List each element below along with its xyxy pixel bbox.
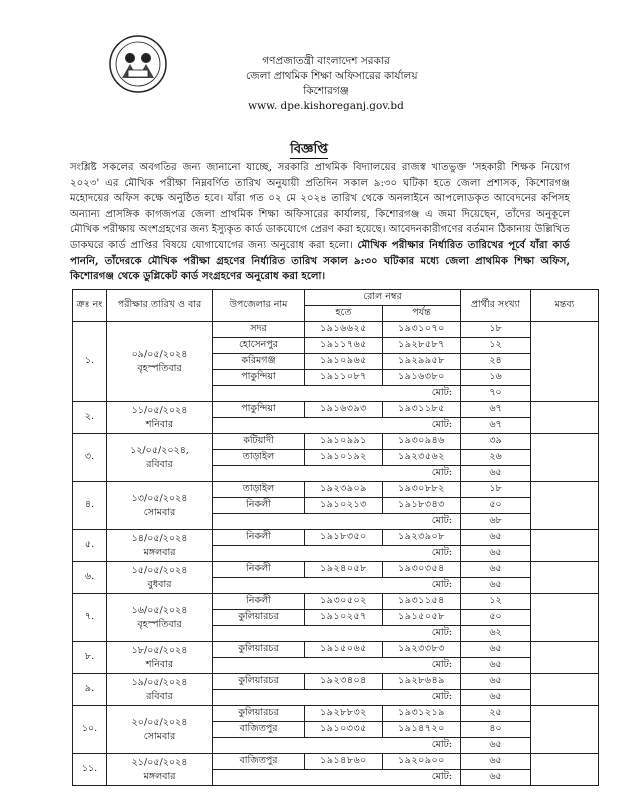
serial-cell: ৫. [73,530,107,562]
exam-date: ১১/০৫/২০২৪ [131,404,188,416]
total-label-cell: মোট: [213,578,461,594]
roll-from-cell: ১৯২৪০৫৮ [305,562,383,578]
roll-to-cell: ১৯১৪৭২০ [383,722,461,738]
table-row [73,754,599,770]
candidate-count-cell: ১২ [461,338,531,354]
candidate-count-cell: ১৮ [461,322,531,338]
exam-day: সোমবার [143,506,176,518]
roll-from-cell: ১৯১০৩৩৫ [305,722,383,738]
office-name: জেলা প্রাথমিক শিক্ষা অফিসারের কার্যালয় [246,70,418,82]
notice-body [70,160,570,285]
roll-to-cell: ১৯১৬৩৮০ [383,370,461,386]
header-upazila: উপজেলার নাম [213,290,305,322]
roll-to-cell: ১৯৩১১৫৪ [383,594,461,610]
total-label-cell: মোট: [213,770,461,786]
total-count-cell: ৬৫ [461,466,531,482]
candidate-count-cell: ৬৫ [461,754,531,770]
serial-cell: ৯. [73,674,107,706]
exam-date: ২০/০৫/২০২৪ [131,716,188,728]
website-link[interactable]: www. dpe.kishoreganj.gov.bd [248,100,404,112]
exam-day: বৃহস্পতিবার [137,362,182,374]
exam-date: ১৪/০৫/২০২৪ [131,532,188,544]
exam-date: ১৬/০৫/২০২৪ [131,604,188,616]
roll-to-cell: ১৯২৩৯০৮ [383,530,461,546]
upazila-cell: কটিয়াদী [213,434,305,450]
total-count-cell: ৬৫ [461,690,531,706]
exam-date: ২১/০৫/২০২৪ [131,756,188,768]
candidate-count-cell: ৩৯ [461,434,531,450]
upazila-cell: তাড়াইল [213,482,305,498]
exam-date-cell [107,530,213,562]
header-roll-to: পর্যন্ত [383,306,461,322]
candidate-count-cell: ১৬ [461,370,531,386]
candidate-count-cell: ১৮ [461,482,531,498]
notice-paragraph: সংশ্লিষ্ট সকলের অবগতির জন্য জানানো যাচ্ছে, সরকারি প্রাথমিক বিদ্যালয়ের রাজস্ব খাতভুক্ত 'সহকারী শিক্ষক নিয়োগ ২০২৩' এর মৌখিক পরীক্ষা নিম্নবর্ণিত তারিখ অনুযায়ী প্রতিদিন সকাল ৯:৩০ ঘটিকা হতে জেলা প্রশাসক, কিশোরগঞ্জ মহোদয়ের অফিস কক্ষে অনুষ্ঠিত হবে। যাঁরা গত ০২ মে ২০২৪ তারিখ থেকে অনলাইনে আপলোডকৃত আবেদনের কপিসহ অন্যান্য প্রাসঙ্গিক কাগজপত্র জেলা প্রাথমিক শিক্ষা অফিসারের কার্যালয়, কিশোরগঞ্জ এ জমা দিয়েছেন, তাঁদের অনুকূলে মৌখিক পরীক্ষায় অংশগ্রহণের জন্য ইস্যুকৃত কার্ড ডাকযোগে প্রেরণ করা হয়েছে। আবেদনকারীগণের বর্তমান ঠিকানায় উল্লিখিত ডাকঘরে কার্ড প্রাপ্তির বিষয়ে যোগাযোগের জন্য অনুরোধ করা হলো। [70,162,570,251]
candidate-count-cell: ৬৫ [461,674,531,690]
notice-title: বিজ্ঞপ্তি [290,142,328,157]
roll-from-cell: ১৯১৪৮৬০ [305,754,383,770]
candidate-count-cell: ৬৫ [461,642,531,658]
table-row [73,562,599,578]
upazila-cell: পাকুন্দিয়া [213,370,305,386]
upazila-cell: নিকলী [213,530,305,546]
letterhead [0,0,618,120]
upazila-cell: কুলিয়ারচর [213,610,305,626]
candidate-count-cell: ৬৭ [461,402,531,418]
roll-to-cell: ১৯২০৯০০ [383,754,461,770]
table-row [73,594,599,610]
remarks-cell [531,434,599,482]
header-remarks: মন্তব্য [531,290,599,322]
notice-bold-instruction: মৌখিক পরীক্ষার নির্ধারিত তারিখের পূর্বে যাঁরা কার্ড পাননি, তাঁদেরকে মৌখিক পরীক্ষা গ্রহণের নির্ধারিত তারিখ সকাল ৯:৩০ ঘটিকার মধ্যে জেলা প্রাথমিক শিক্ষা অফিস, কিশোরগঞ্জ থেকে ডুপ্লিকেট কার্ড সংগ্রহণের অনুরোধ করা হলো। [70,238,570,283]
remarks-cell [531,530,599,562]
roll-to-cell: ১৯১৫০৫৮ [383,610,461,626]
candidate-count-cell: ৬৫ [461,530,531,546]
total-count-cell: ৬৫ [461,546,531,562]
roll-to-cell: ১৯৩১০৭০ [383,322,461,338]
upazila-cell: বাজিতপুর [213,754,305,770]
roll-to-cell: ১৯২৯৯৫৮ [383,354,461,370]
table-row [73,322,599,338]
upazila-cell: নিকলী [213,562,305,578]
roll-from-cell: ১৯২৩৪০৪ [305,674,383,690]
serial-cell: ৪. [73,482,107,530]
total-count-cell: ৬৮ [461,514,531,530]
roll-from-cell: ১৯৩০৫০২ [305,594,383,610]
table-row [73,530,599,546]
exam-day: মঙ্গলবার [143,770,176,782]
primary-education-logo [108,34,168,94]
exam-date: ১৩/০৫/২০২৪ [131,492,188,504]
roll-from-cell: ১৯১০৯৬৫ [305,354,383,370]
upazila-cell: তাড়াইল [213,450,305,466]
candidate-count-cell: ৫০ [461,610,531,626]
total-count-cell: ৬৫ [461,770,531,786]
serial-cell: ৭. [73,594,107,642]
exam-schedule-table [72,289,599,786]
upazila-cell: নিকলী [213,498,305,514]
roll-to-cell: ১৯২৩৫৬২ [383,450,461,466]
remarks-cell [531,482,599,530]
roll-to-cell: ১৯২৮৫৮৭ [383,338,461,354]
remarks-cell [531,674,599,706]
roll-from-cell: ১৯২৩৯০৯ [305,482,383,498]
header-sl: ক্রঃ নং [73,290,107,322]
serial-cell: ৮. [73,642,107,674]
remarks-cell [531,562,599,594]
candidate-count-cell: ৫০ [461,498,531,514]
roll-from-cell: ১৯১৬৬২৫ [305,322,383,338]
exam-date-cell [107,754,213,786]
total-count-cell: ৬২ [461,626,531,642]
roll-from-cell: ১৯১৮৩৫০ [305,530,383,546]
exam-date: ০৯/০৫/২০২৪ [131,348,188,360]
exam-day: মঙ্গলবার [143,546,176,558]
govt-name: গণপ্রজাতন্ত্রী বাংলাদেশ সরকার [262,55,390,67]
exam-date: ১৫/০৫/২০২৪ [131,564,188,576]
upazila-cell: নিকলী [213,594,305,610]
table-row [73,482,599,498]
roll-from-cell: ১৯১৫০৬৫ [305,642,383,658]
candidate-count-cell: ২৪ [461,354,531,370]
total-count-cell: ৬৭ [461,418,531,434]
total-label-cell: মোট: [213,626,461,642]
upazila-cell: পাকুন্দিয়া [213,402,305,418]
roll-from-cell: ১৯১০৯৯১ [305,434,383,450]
total-label-cell: মোট: [213,466,461,482]
roll-to-cell: ১৯৩০৩৫৪ [383,562,461,578]
total-label-cell: মোট: [213,738,461,754]
exam-day: শনিবার [145,418,174,430]
roll-to-cell: ১৯৩১২১৯ [383,706,461,722]
exam-day: রবিবার [146,458,173,470]
exam-day: শনিবার [145,658,174,670]
table-row [73,706,599,722]
table-row [73,642,599,658]
exam-date-cell [107,482,213,530]
header-date: পরীক্ষার তারিখ ও বার [107,290,213,322]
table-row [73,434,599,450]
candidate-count-cell: ৪০ [461,722,531,738]
candidate-count-cell: ৬৫ [461,562,531,578]
upazila-cell: বাজিতপুর [213,722,305,738]
remarks-cell [531,754,599,786]
header-roll-from: হতে [305,306,383,322]
roll-from-cell: ১৯১০২১৩ [305,498,383,514]
total-label-cell: মোট: [213,514,461,530]
remarks-cell [531,594,599,642]
upazila-cell: হোসেনপুর [213,338,305,354]
serial-cell: ১১. [73,754,107,786]
upazila-cell: কুলিয়ারচর [213,674,305,690]
roll-to-cell: ১৯২৮৬৪৯ [383,674,461,690]
serial-cell: ১০. [73,706,107,754]
table-row [73,674,599,690]
header-roll: রোল নম্বর [305,290,461,306]
exam-day: সোমবার [143,730,176,742]
total-label-cell: মোট: [213,386,461,402]
exam-date-cell [107,562,213,594]
serial-cell: ২. [73,402,107,434]
total-label-cell: মোট: [213,690,461,706]
upazila-cell: কুলিয়ারচর [213,706,305,722]
serial-cell: ৬. [73,562,107,594]
exam-date-cell [107,594,213,642]
roll-to-cell: ১৯১৮৩৪৩ [383,498,461,514]
exam-date-cell [107,706,213,754]
exam-date-cell [107,402,213,434]
roll-from-cell: ১৯১০১৯২ [305,450,383,466]
exam-date: ১২/০৫/২০২৪, [130,444,189,456]
exam-date: ১৯/০৫/২০২৪ [131,676,188,688]
roll-to-cell: ১৯৩১১৮৫ [383,402,461,418]
office-header [246,54,418,114]
roll-to-cell: ১৯৩০৯৪৬ [383,434,461,450]
roll-from-cell: ১৯১০২৫৭ [305,610,383,626]
total-label-cell: মোট: [213,418,461,434]
exam-date-cell [107,674,213,706]
roll-to-cell: ১৯২৩৩৮৩ [383,642,461,658]
remarks-cell [531,642,599,674]
serial-cell: ১. [73,322,107,402]
roll-from-cell: ১৯১৬৩৯৩ [305,402,383,418]
exam-date-cell [107,642,213,674]
exam-date-cell [107,434,213,482]
table-row [73,402,599,418]
total-count-cell: ৭০ [461,386,531,402]
roll-from-cell: ১৯২৮৮৩২ [305,706,383,722]
roll-from-cell: ১৯১১০৮৭ [305,370,383,386]
roll-from-cell: ১৯১১৭৬৫ [305,338,383,354]
total-count-cell: ৬৫ [461,658,531,674]
upazila-cell: সদর [213,322,305,338]
upazila-cell: করিমগঞ্জ [213,354,305,370]
exam-date-cell [107,322,213,402]
total-label-cell: মোট: [213,546,461,562]
total-count-cell: ৬৫ [461,578,531,594]
upazila-cell: কুলিয়ারচর [213,642,305,658]
remarks-cell [531,322,599,402]
candidate-count-cell: ২৬ [461,450,531,466]
candidate-count-cell: ১২ [461,594,531,610]
candidate-count-cell: ২৫ [461,706,531,722]
remarks-cell [531,402,599,434]
header-count: প্রার্থীর সংখ্যা [461,290,531,322]
exam-day: বৃহস্পতিবার [137,618,182,630]
exam-day: বুধবার [147,578,172,590]
exam-date: ১৮/০৫/২০২৪ [131,644,188,656]
district-name: কিশোরগঞ্জ [303,85,349,97]
exam-day: রবিবার [146,690,173,702]
serial-cell: ৩. [73,434,107,482]
remarks-cell [531,706,599,754]
total-label-cell: মোট: [213,658,461,674]
roll-to-cell: ১৯৩০৮৮২ [383,482,461,498]
total-count-cell: ৬৫ [461,738,531,754]
